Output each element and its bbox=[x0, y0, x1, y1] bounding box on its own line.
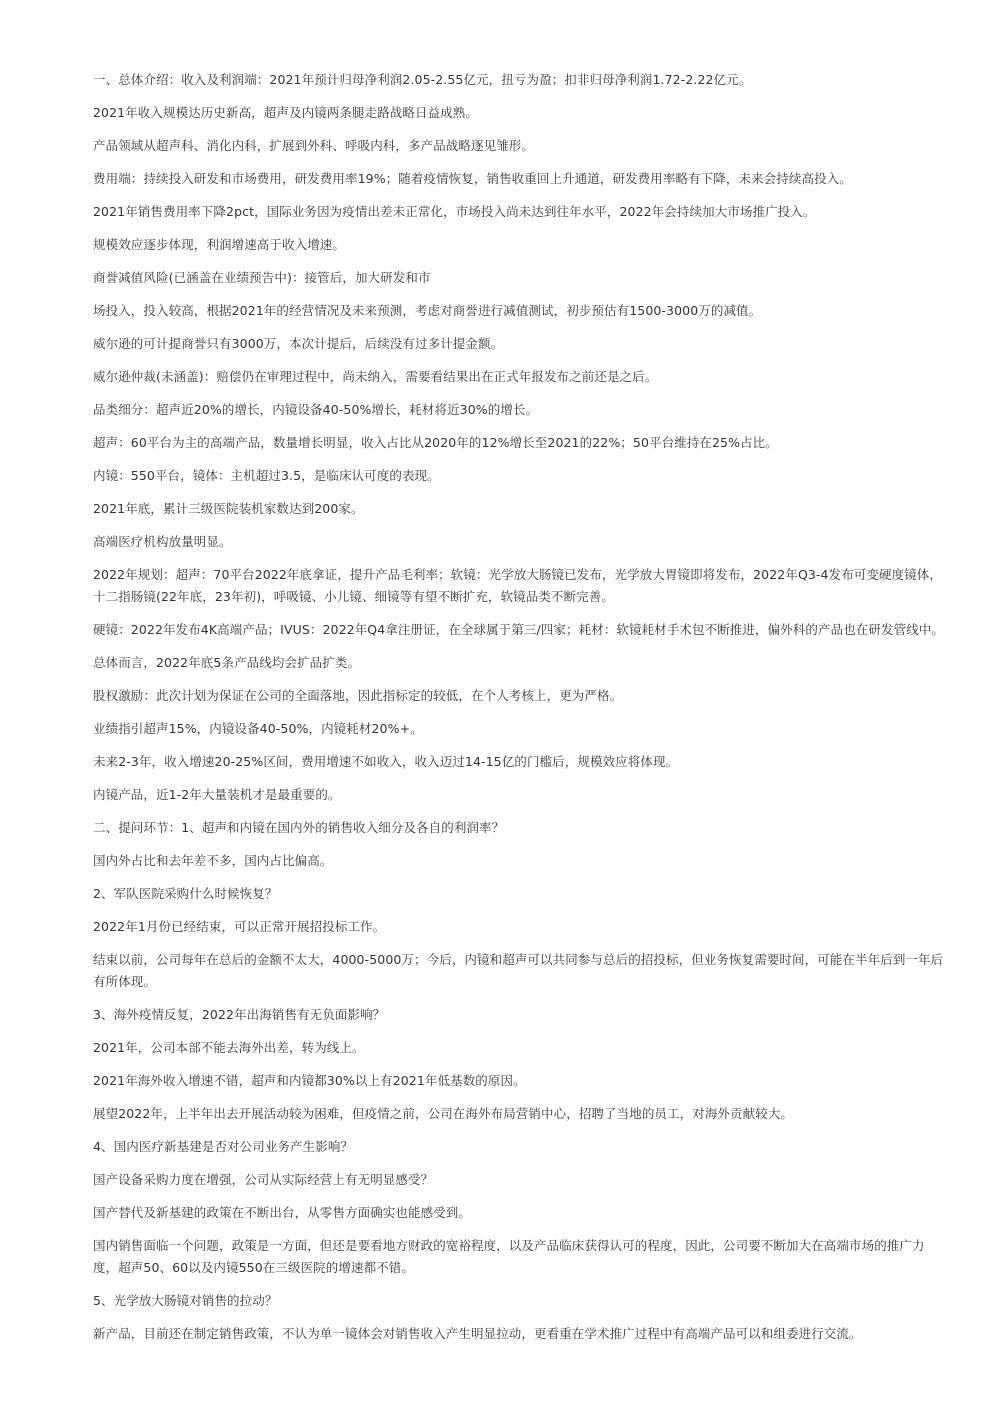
paragraph: 业绩指引超声15%，内镜设备40-50%，内镜耗材20%+。 bbox=[93, 721, 423, 736]
paragraph: 2021年底，累计三级医院装机家数达到200家。 bbox=[93, 501, 364, 516]
paragraph: 高端医疗机构放量明显。 bbox=[93, 534, 232, 549]
paragraph: 结束以前，公司每年在总后的金额不太大，4000-5000万；今后，内镜和超声可以共同参与总后的招投标，但业务恢复需要时间，可能在半年后到一年后有所体现。 bbox=[93, 952, 944, 989]
paragraph: 2021年，公司本部不能去海外出差，转为线上。 bbox=[93, 1040, 365, 1055]
paragraph: 威尔逊仲裁(未涵盖)：赔偿仍在审理过程中，尚未纳入，需要看结果出在正式年报发布之前还是之后。 bbox=[93, 369, 658, 384]
paragraph: 总体而言，2022年底5条产品线均会扩品扩类。 bbox=[93, 655, 361, 670]
paragraph: 规模效应逐步体现，利润增速高于收入增速。 bbox=[93, 237, 346, 252]
paragraph: 硬镜：2022年发布4K高端产品；IVUS：2022年Q4拿注册证，在全球属于第三/四家；耗材：软镜耗材手术包不断推进，偏外科的产品也在研发管线中。 bbox=[93, 622, 944, 637]
paragraph: 费用端：持续投入研发和市场费用，研发费用率19%；随着疫情恢复，销售收重回上升通道，研发费用率略有下降，未来会持续高投入。 bbox=[93, 171, 852, 186]
paragraph: 超声：60平台为主的高端产品，数量增长明显，收入占比从2020年的12%增长至2021的22%；50平台维持在25%占比。 bbox=[93, 435, 778, 450]
question: 5、光学放大肠镜对销售的拉动？ bbox=[93, 1293, 278, 1308]
question: 3、海外疫情反复，2022年出海销售有无负面影响？ bbox=[93, 1007, 386, 1022]
paragraph: 内镜：550平台，镜体：主机超过3.5，是临床认可度的表现。 bbox=[93, 468, 440, 483]
paragraph: 未来2-3年，收入增速20-25%区间，费用增速不如收入，收入迈过14-15亿的门槛后，规模效应将体现。 bbox=[93, 754, 679, 769]
paragraph: 威尔逊的可计提商誉只有3000万，本次计提后，后续没有过多计提金额。 bbox=[93, 336, 504, 351]
section-heading: 二、提问环节：1、超声和内镜在国内外的销售收入细分及各自的利润率？ bbox=[93, 820, 505, 835]
question: 2、军队医院采购什么时候恢复？ bbox=[93, 886, 278, 901]
question: 4、国内医疗新基建是否对公司业务产生影响？ bbox=[93, 1139, 354, 1154]
paragraph: 场投入，投入较高，根据2021年的经营情况及未来预测，考虑对商誉进行减值测试，初步预估有1500-3000万的减值。 bbox=[93, 303, 762, 318]
document-body bbox=[93, 69, 948, 1356]
paragraph: 品类细分：超声近20%的增长，内镜设备40-50%增长，耗材将近30%的增长。 bbox=[93, 402, 539, 417]
paragraph: 国内销售面临一个问题，政策是一方面，但还是要看地方财政的宽裕程度，以及产品临床获得认可的程度，因此，公司要不断加大在高端市场的推广力度，超声50、60以及内镜550在三级医院的增速都不错。 bbox=[93, 1238, 925, 1275]
paragraph: 2021年销售费用率下降2pct，国际业务因为疫情出差未正常化，市场投入尚未达到往年水平，2022年会持续加大市场推广投入。 bbox=[93, 204, 816, 219]
paragraph: 2021年海外收入增速不错，超声和内镜都30%以上有2021年低基数的原因。 bbox=[93, 1073, 526, 1088]
paragraph: 国产设备采购力度在增强，公司从实际经营上有无明显感受？ bbox=[93, 1172, 434, 1187]
paragraph: 新产品，目前还在制定销售政策，不认为单一镜体会对销售收入产生明显拉动，更看重在学术推广过程中有高端产品可以和组委进行交流。 bbox=[93, 1326, 862, 1341]
paragraph: 一、总体介绍：收入及利润端：2021年预计归母净利润2.05-2.55亿元，扭亏为盈；扣非归母净利润1.72-2.22亿元。 bbox=[93, 72, 752, 87]
paragraph: 展望2022年，上半年出去开展活动较为困难，但疫情之前，公司在海外布局营销中心，招聘了当地的员工，对海外贡献较大。 bbox=[93, 1106, 794, 1121]
paragraph: 国产替代及新基建的政策在不断出台，从零售方面确实也能感受到。 bbox=[93, 1205, 472, 1220]
paragraph: 国内外占比和去年差不多，国内占比偏高。 bbox=[93, 853, 333, 868]
paragraph: 内镜产品，近1-2年大量装机才是最重要的。 bbox=[93, 787, 341, 802]
paragraph: 股权激励：此次计划为保证在公司的全面落地，因此指标定的较低，在个人考核上，更为严格。 bbox=[93, 688, 623, 703]
paragraph: 2021年收入规模达历史新高，超声及内镜两条腿走路战略日益成熟。 bbox=[93, 105, 479, 120]
paragraph: 产品领域从超声科、消化内科，扩展到外科、呼吸内科，多产品战略逐见雏形。 bbox=[93, 138, 535, 153]
paragraph: 2022年1月份已经结束，可以正常开展招投标工作。 bbox=[93, 919, 386, 934]
paragraph: 商誉减值风险(已涵盖在业绩预告中)：接管后，加大研发和市 bbox=[93, 270, 431, 285]
paragraph: 2022年规划：超声：70平台2022年底拿证，提升产品毛利率；软镜：光学放大肠镜已发布，光学放大胃镜即将发布，2022年Q3-4发布可变硬度镜体，十二指肠镜(22年底，23年初)，呼吸镜、小儿镜、细镜等有望不断扩充，软镜品类不断完善。 bbox=[93, 567, 942, 604]
